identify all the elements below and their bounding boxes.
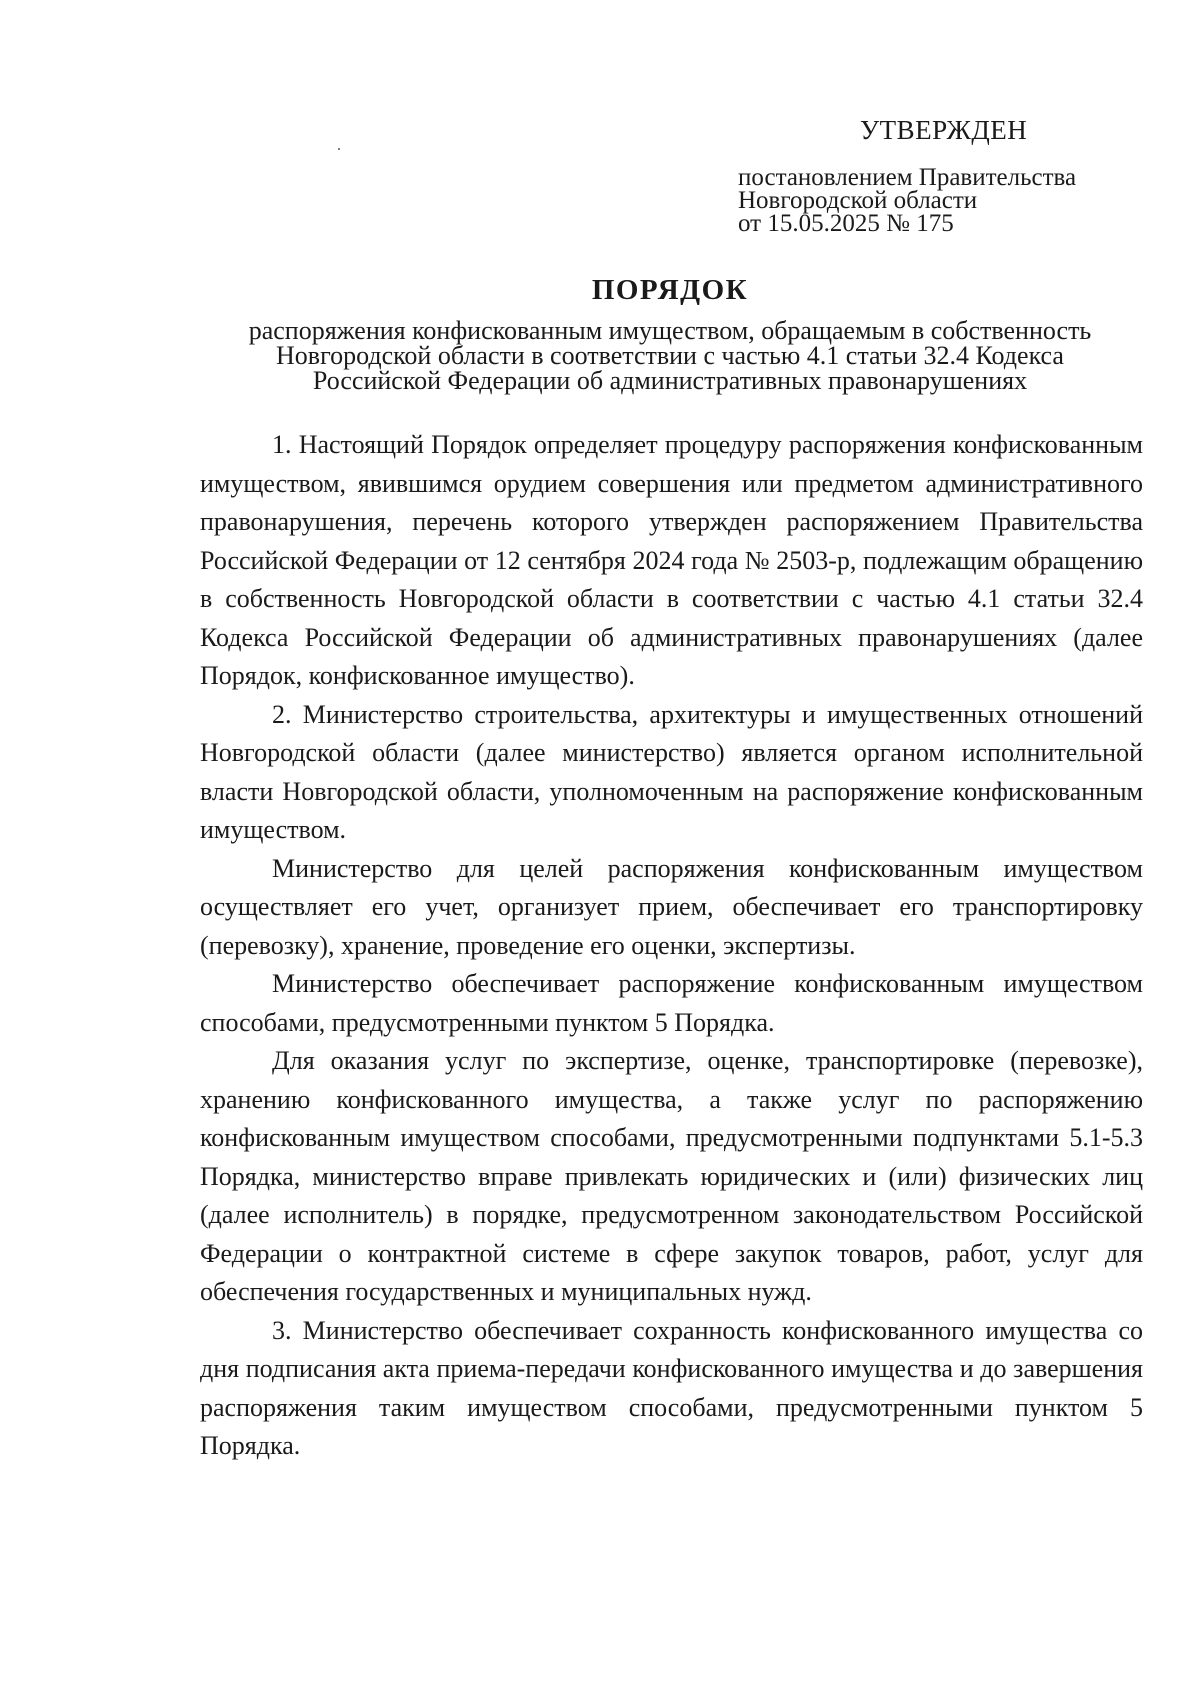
paragraph-6: 3. Министерство обеспечивает сохранность конфискованного имущества со дня подписания акта приема-передачи конфискованного имущества и до завершения распоряжения таким имуществом способами, предусмотренными пунктом 5 Порядка. xyxy=(200,1315,1143,1460)
approval-line-1: постановлением Правительства xyxy=(738,164,1077,191)
approval-line-3: от 15.05.2025 № 175 xyxy=(738,210,954,237)
paragraph-3: Министерство для целей распоряжения конфискованным имуществом осуществляет его учет, организует прием, обеспечивает его транспортировку (перевозку), хранение, проведение его оценки, экспертизы. xyxy=(200,853,1143,960)
approval-stamp: УТВЕРЖДЕН xyxy=(860,115,1028,145)
paragraph-1: 1. Настоящий Порядок определяет процедуру распоряжения конфискованным имуществом, явившимся орудием совершения или предметом административного правонарушения, перечень которого утвержден распоряжением Правительства Российской Федерации от 12 сентября 2024 года № 2503-р, подлежащим обращению в собственность Новгородской области в соответствии с частью 4.1 статьи 32.4 Кодекса Российской Федерации об административных правонарушениях (далее Порядок, конфискованное имущество). xyxy=(200,430,1143,690)
scan-speck xyxy=(338,148,340,150)
document-subtitle-line-2: Новгородской области в соответствии с частью 4.1 статьи 32.4 Кодекса xyxy=(276,341,1064,370)
document-subtitle-line-1: распоряжения конфискованным имуществом, обращаемым в собственность xyxy=(248,316,1092,345)
paragraph-5: Для оказания услуг по экспертизе, оценке, транспортировке (перевозке), хранению конфискованного имущества, а также услуг по распоряжению конфискованным имуществом способами, предусмотренными подпунктами 5.1-5.3 Порядка, министерство вправе привлекать юридических и (или) физических лиц (далее исполнитель) в порядке, предусмотренном законодательством Российской Федерации о контрактной системе в сфере закупок товаров, работ, услуг для обеспечения государственных и муниципальных нужд. xyxy=(200,1046,1143,1306)
document-body xyxy=(200,426,1143,1466)
document-heading: ПОРЯДОК xyxy=(591,274,749,306)
document-subtitle-line-3: Российской Федерации об административных правонарушениях xyxy=(312,366,1028,395)
approval-line-2: Новгородской области xyxy=(738,187,978,214)
paragraph-4: Министерство обеспечивает распоряжение конфискованным имуществом способами, предусмотренными пунктом 5 Порядка. xyxy=(200,969,1143,1037)
approval-block xyxy=(738,112,1158,235)
paragraph-2: 2. Министерство строительства, архитектуры и имущественных отношений Новгородской области (далее министерство) является органом исполнительной власти Новгородской области, уполномоченным на распоряжение конфискованным имуществом. xyxy=(200,699,1143,844)
document-title-block xyxy=(200,272,1140,393)
